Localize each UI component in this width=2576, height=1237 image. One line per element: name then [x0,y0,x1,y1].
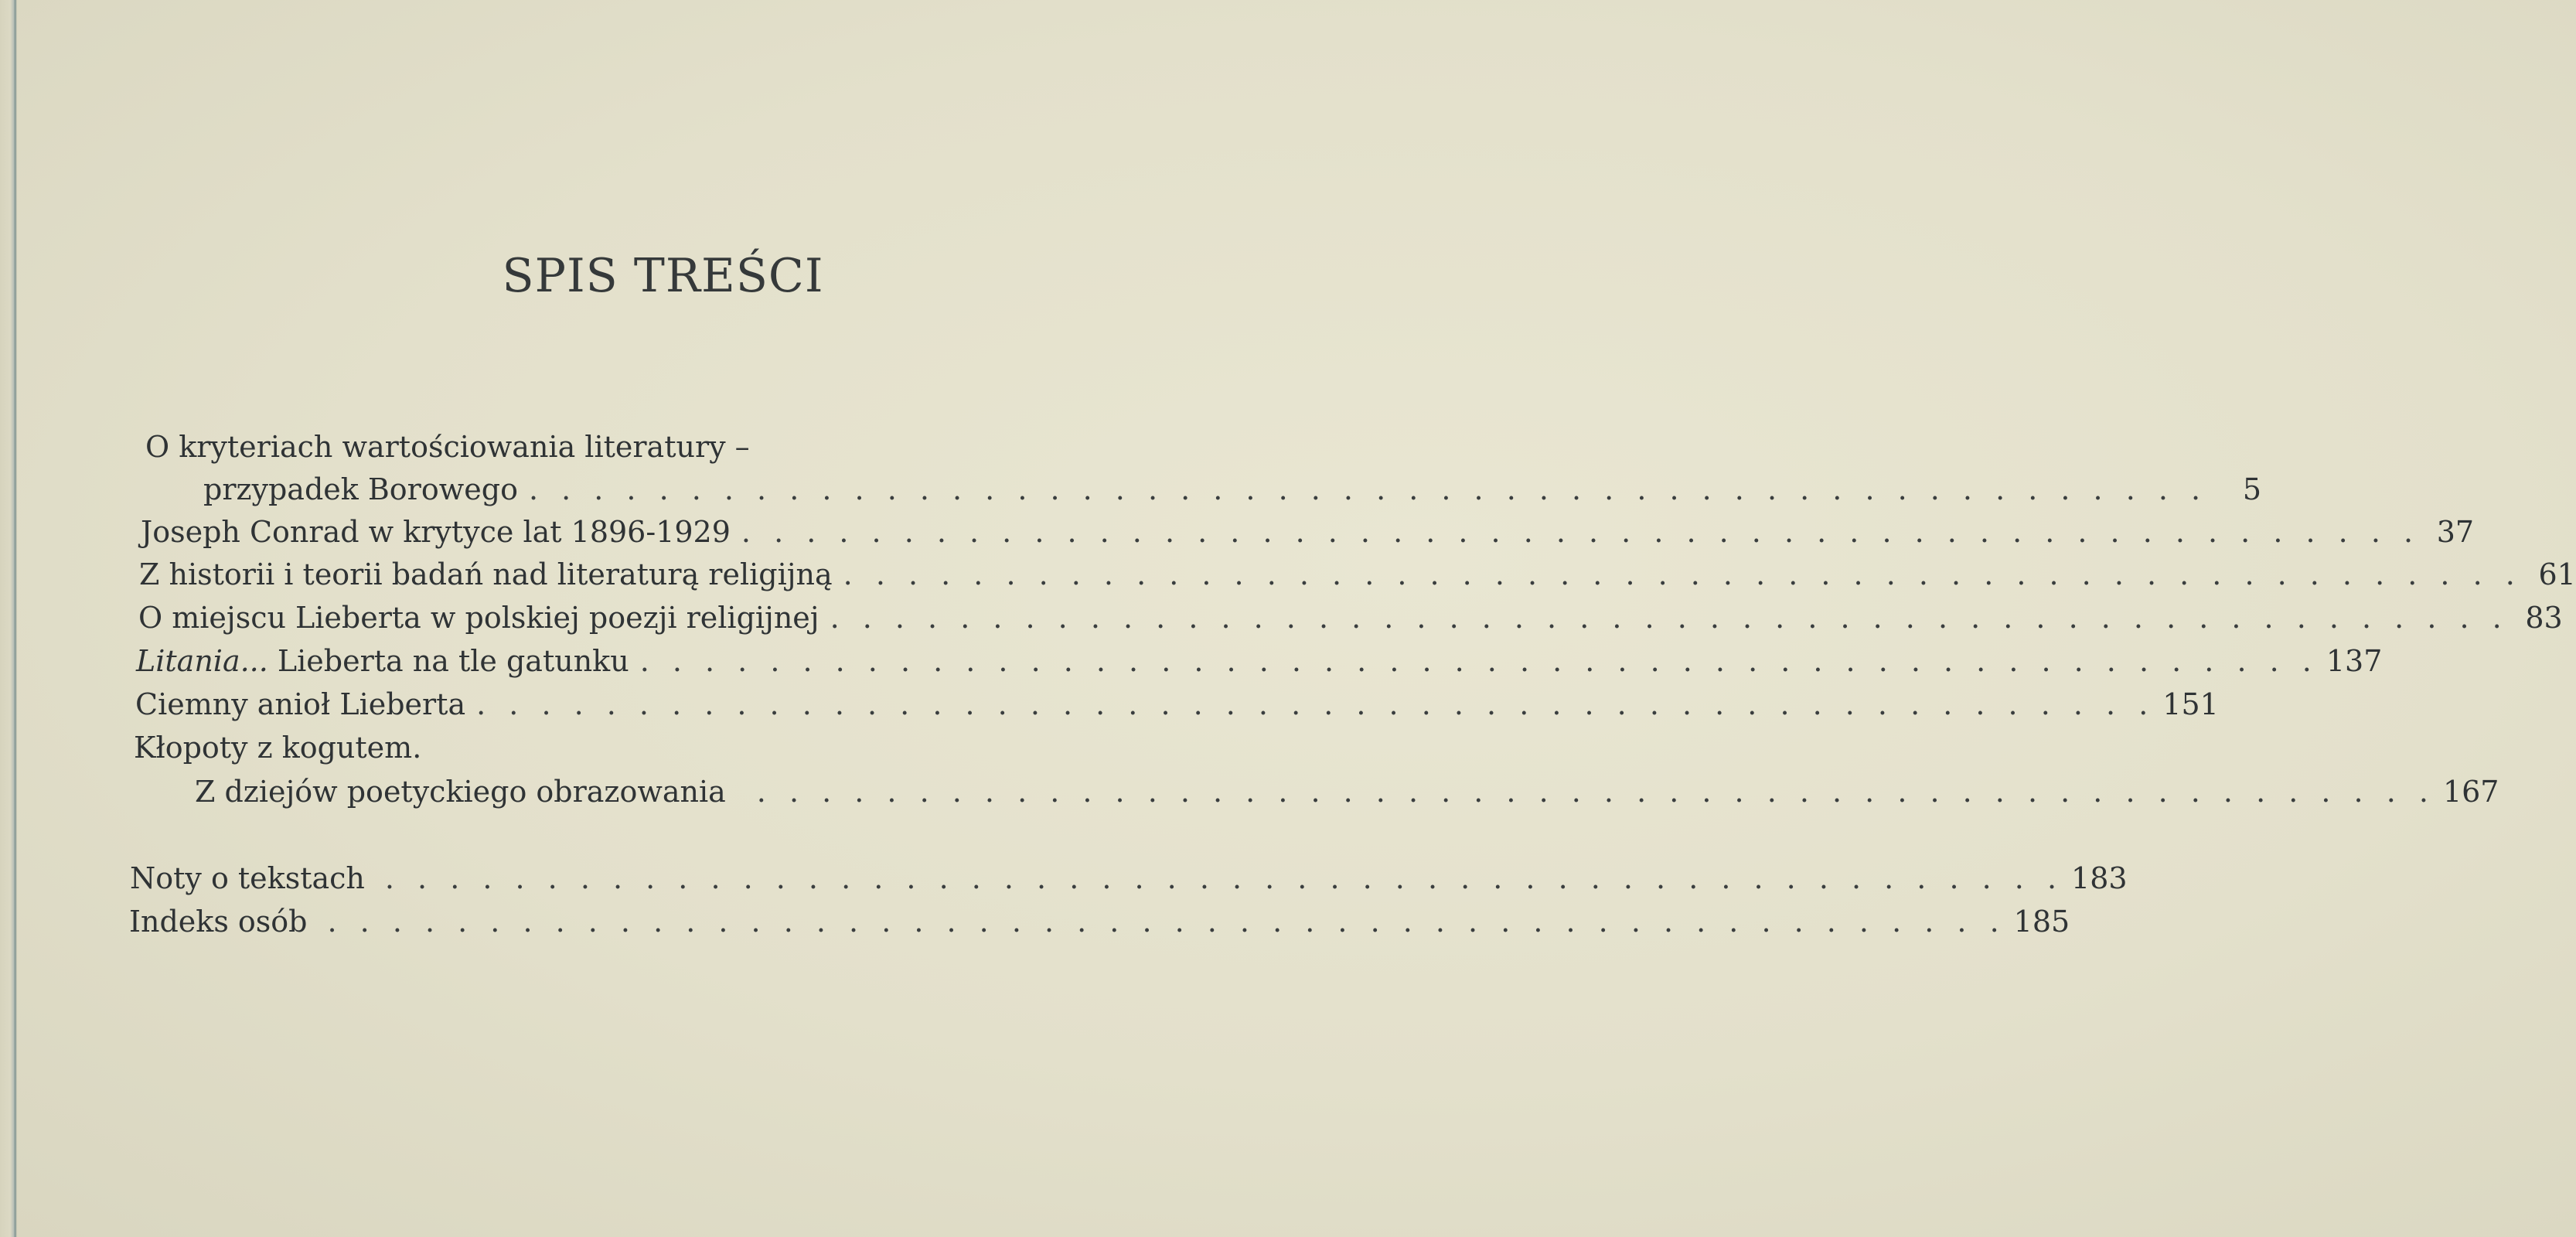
toc-entry-title: Ciemny anioł Lieberta [135,687,466,721]
toc-entry-4 [138,596,2563,639]
dot-leader: . . . . . . . . . . . . . . . . . . . . . . . . . . . . . . . . . . . . . . . . . . . . . . . . . . . . [756,775,2435,809]
toc-entry-title: Z historii i teorii badań nad literaturą religijną [139,557,833,591]
page-title: SPIS TREŚCI [502,249,824,303]
toc-entry-title: Z dziejów poetyckiego obrazowania [195,775,726,809]
toc-entry-title-rest: Lieberta na tle gatunku [267,644,629,678]
toc-entry-3 [139,553,2576,596]
toc-page-number: 183 [2071,861,2128,895]
dot-leader: . . . . . . . . . . . . . . . . . . . . . . . . . . . . . . . . . . . . . . . . . . . . . . . . . . . . [639,644,2319,678]
dot-leader: . . . . . . . . . . . . . . . . . . . . . . . . . . . . . . . . . . . . . . . . . . . . . . . . . . . . [476,687,2155,721]
toc-entry-title: Kłopoty z kogutem. [134,731,422,765]
toc-entry-6 [135,683,2219,726]
toc-page-number: 151 [2162,687,2219,721]
toc-page-number: 167 [2442,775,2499,809]
toc-entry-title: O kryteriach wartościowania literatury – [145,430,750,464]
dot-leader: . . . . . . . . . . . . . . . . . . . . . . . . . . . . . . . . . . . . . . . . . . . . . . . . . . . . [528,472,2208,506]
toc-page-number: 5 [2242,472,2262,506]
toc-entry-1-line-2 [203,468,2262,511]
toc-entry-title: Noty o tekstach [130,861,365,895]
dot-leader: . . . . . . . . . . . . . . . . . . . . . . . . . . . . . . . . . . . . . . . . . . . . . . . . . . . . [830,601,2509,635]
toc-entry-title: O miejscu Lieberta w polskiej poezji religijnej [138,601,819,635]
toc-entry-title: przypadek Borowego [203,472,518,506]
toc-back-matter-1 [130,857,2128,900]
toc-entry-title-italic: Litania... [136,644,268,678]
dot-leader: . . . . . . . . . . . . . . . . . . . . . . . . . . . . . . . . . . . . . . . . . . . . . . . . . . . . [384,861,2064,895]
toc-page-number: 137 [2326,644,2383,678]
toc-entry-5 [136,639,2383,683]
dot-leader: . . . . . . . . . . . . . . . . . . . . . . . . . . . . . . . . . . . . . . . . . . . . . . . . . . . . [327,905,2006,939]
toc-page-number: 61 [2538,557,2576,591]
toc-page-number: 37 [2436,515,2475,549]
page-edge [0,0,17,1237]
toc-back-matter-2 [129,900,2070,943]
toc-entry-2 [141,510,2475,554]
dot-leader: . . . . . . . . . . . . . . . . . . . . . . . . . . . . . . . . . . . . . . . . . . . . . . . . . . . . [843,557,2522,591]
toc-entry-title: Joseph Conrad w krytyce lat 1896-1929 [141,515,731,549]
dot-leader: . . . . . . . . . . . . . . . . . . . . . . . . . . . . . . . . . . . . . . . . . . . . . . . . . . . . [741,515,2421,549]
toc-entry-title: Indeks osób [129,905,308,939]
toc-entry-7-line-2 [195,770,2499,813]
toc-entry-title [136,639,629,683]
toc-entry-1-line-1 [145,425,750,469]
toc-page-number: 185 [2013,905,2070,939]
toc-entry-7-line-1 [134,726,421,769]
toc-page-number: 83 [2525,601,2563,635]
